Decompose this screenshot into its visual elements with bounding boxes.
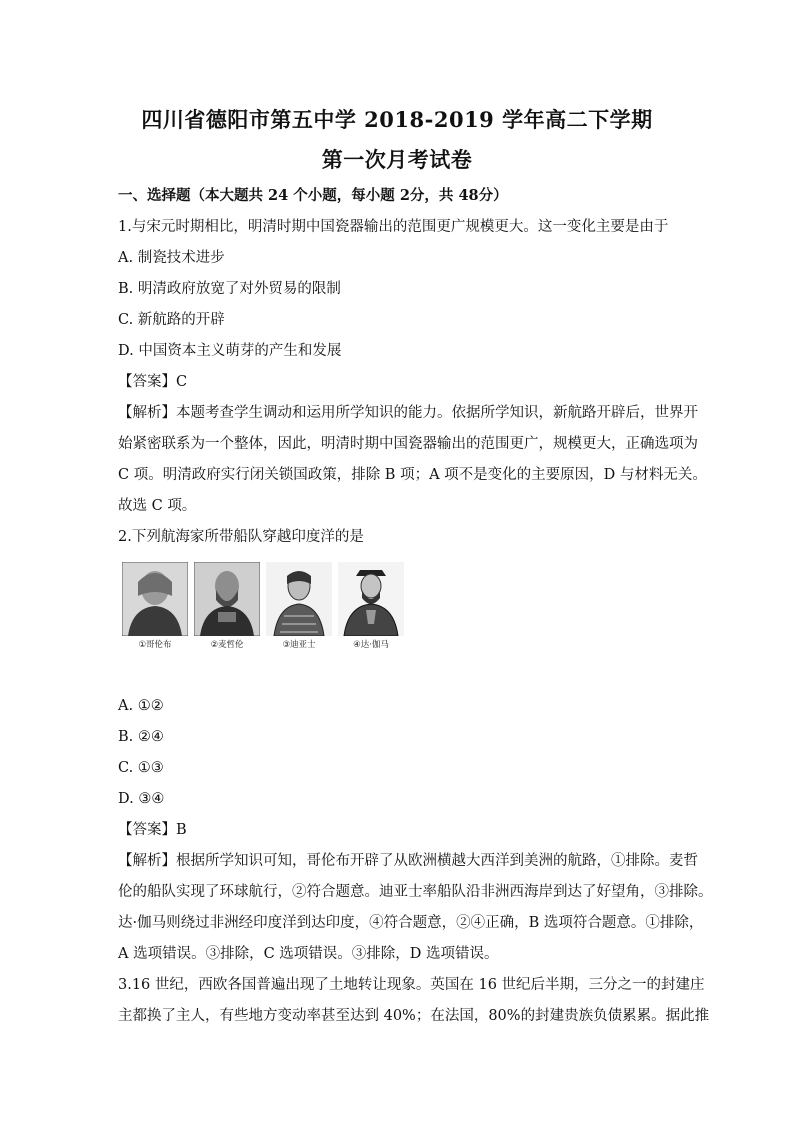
portrait-magellan — [194, 562, 260, 654]
figure-caption: ②麦哲伦 — [210, 640, 244, 650]
question-1-stem: 1.与宋元时期相比，明清时期中国瓷器输出的范围更广规模更大。这一变化主要是由于 — [118, 219, 669, 235]
question-2-stem: 2.下列航海家所带船队穿越印度洋的是 — [118, 529, 364, 545]
portrait-dias — [266, 562, 332, 654]
question-1-answer: 【答案】C — [118, 374, 188, 390]
question-1-option-d: D. 中国资本主义萌芽的产生和发展 — [118, 343, 342, 359]
portrait-icon — [194, 562, 260, 636]
question-2-analysis-line: A 选项错误。③排除，C 选项错误。③排除，D 选项错误。 — [118, 946, 499, 962]
question-2-analysis-line: 【解析】根据所学知识可知，哥伦布开辟了从欧洲横越大西洋到美洲的航路，①排除。麦哲 — [118, 853, 698, 869]
question-2-option-d: D. ③④ — [118, 791, 165, 807]
question-3-stem-line: 主都换了主人，有些地方变动率甚至达到 40%；在法国，80%的封建贵族负债累累。据此推 — [118, 1008, 710, 1024]
question-1-analysis-line: 故选 C 项。 — [118, 498, 197, 514]
question-2-analysis-line: 达·伽马则绕过非洲经印度洋到达印度，④符合题意，②④正确，B 选项符合题意。①排除， — [118, 915, 704, 931]
portrait-da-gama — [338, 562, 404, 654]
figure-caption: ④达·伽马 — [353, 640, 389, 650]
question-1-option-b: B. 明清政府放宽了对外贸易的限制 — [118, 281, 341, 297]
navigator-portraits — [118, 562, 408, 654]
portrait-icon — [122, 562, 188, 636]
question-2-option-a: A. ①② — [118, 698, 164, 714]
question-1-option-a: A. 制瓷技术进步 — [118, 250, 225, 266]
figure-caption: ①哥伦布 — [138, 640, 172, 650]
question-2-analysis-line: 伦的船队实现了环球航行，②符合题意。迪亚士率船队沿非洲西海岸到达了好望角，③排除。 — [118, 884, 713, 900]
question-1-option-c: C. 新航路的开辟 — [118, 312, 225, 328]
portrait-columbus — [122, 562, 188, 654]
section-heading: 一、选择题（本大题共 24 个小题，每小题 2分，共 48分） — [118, 187, 508, 204]
portrait-icon — [338, 562, 404, 636]
portrait-icon — [266, 562, 332, 636]
question-1-analysis-line: 【解析】本题考查学生调动和运用所学知识的能力。依据所学知识，新航路开辟后，世界开 — [118, 405, 698, 421]
exam-subtitle: 第一次月考试卷 — [321, 147, 473, 172]
question-1-analysis-line: 始紧密联系为一个整体，因此，明清时期中国瓷器输出的范围更广，规模更大，正确选项为 — [118, 436, 698, 452]
question-2-option-c: C. ①③ — [118, 760, 164, 776]
question-3-stem-line: 3.16 世纪，西欧各国普遍出现了土地转让现象。英国在 16 世纪后半期，三分之一的封建庄 — [118, 977, 705, 993]
question-2-option-b: B. ②④ — [118, 729, 164, 745]
figure-caption: ③迪亚士 — [282, 640, 316, 650]
question-2-answer: 【答案】B — [118, 822, 187, 838]
question-1-analysis-line: C 项。明清政府实行闭关锁国政策，排除 B 项；A 项不是变化的主要原因，D 与材料无关。 — [118, 467, 707, 483]
exam-title: 四川省德阳市第五中学 2018-2019 学年高二下学期 — [141, 107, 653, 132]
